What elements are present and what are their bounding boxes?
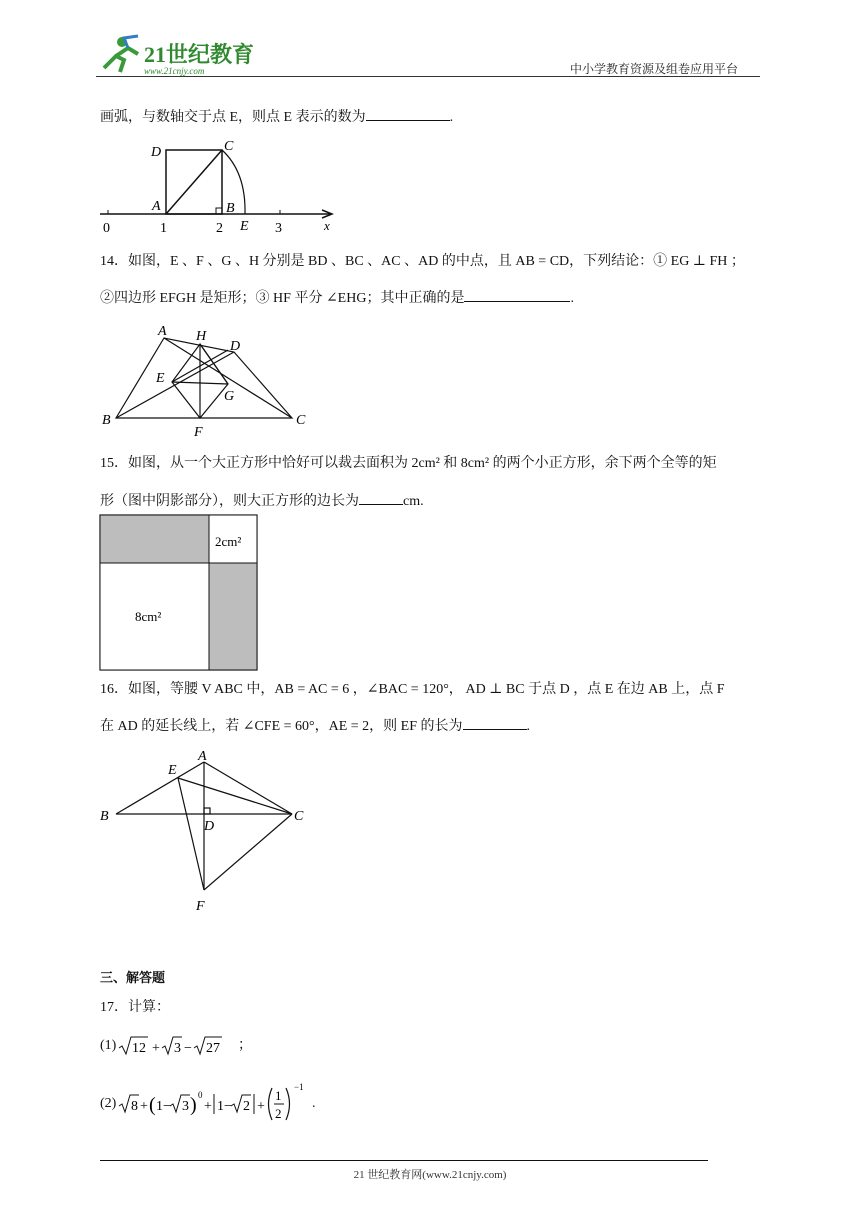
q14-line2: ②四边形 EFGH 是矩形；③ HF 平分 ∠EHG；其中正确的是 <box>100 291 465 306</box>
q14-label-G: G <box>224 389 235 404</box>
svg-text:+: + <box>204 1099 212 1114</box>
q17-p1-end: ； <box>238 1038 252 1053</box>
svg-text:2: 2 <box>275 1106 282 1121</box>
header-divider <box>96 76 760 77</box>
q13-tick-1: 1 <box>160 221 167 236</box>
svg-text:): ) <box>190 1094 197 1116</box>
q16-line2: 在 AD 的延长线上，若 ∠CFE = 60°，AE = 2，则 EF 的长为 <box>100 719 463 734</box>
q14-end: . <box>570 291 574 306</box>
q14-label-C: C <box>296 413 306 428</box>
q14-label-D: D <box>230 339 241 354</box>
q13-tick-3: 3 <box>275 221 282 236</box>
q14-answer-blank[interactable] <box>464 287 570 302</box>
q13-label-E: E <box>240 219 249 234</box>
q17-p2-end: . <box>312 1096 316 1111</box>
svg-text:27: 27 <box>206 1041 220 1056</box>
q16-label-D: D <box>204 819 215 834</box>
svg-text:−1: −1 <box>294 1082 304 1092</box>
q13-text: 画弧，与数轴交于点 E，则点 E 表示的数为 <box>100 110 366 125</box>
q13-label-B: B <box>226 201 235 216</box>
q15-line1: 15．如图，从一个大正方形中恰好可以裁去面积为 2cm² 和 8cm² 的两个小正方形，余下两个全等的矩 <box>100 456 717 471</box>
svg-text:8: 8 <box>131 1099 138 1114</box>
q15-line2: 形（图中阴影部分），则大正方形的边长为 <box>100 494 359 509</box>
svg-text:1−: 1− <box>217 1099 232 1114</box>
q16-label-F: F <box>196 899 205 914</box>
logo-url: www.21cnjy.com <box>144 66 205 76</box>
q17-p2-expression <box>118 1082 318 1126</box>
runner-logo-icon <box>94 34 264 78</box>
q15-line2-wrap <box>100 490 424 512</box>
q15-answer-blank[interactable] <box>359 490 403 505</box>
q16-line1: 16．如图，等腰 V ABC 中，AB = AC = 6 ，∠BAC = 120°， AD ⊥ BC 于点 D ，点 E 在边 AB 上，点 F <box>100 682 725 697</box>
q15-squares-figure <box>99 514 259 672</box>
svg-text:(: ( <box>149 1094 156 1116</box>
svg-text:3: 3 <box>174 1041 181 1056</box>
q13-end: . <box>449 110 454 125</box>
svg-text:3: 3 <box>182 1099 189 1114</box>
q13-label-A: A <box>152 199 161 214</box>
q13-tick-2: 2 <box>216 221 223 236</box>
section3-title: 三、解答题 <box>100 970 166 985</box>
svg-text:0: 0 <box>198 1090 203 1100</box>
q16-line2-wrap <box>100 715 530 737</box>
q13-tick-0: 0 <box>103 221 110 236</box>
q13-text-line <box>100 106 453 128</box>
q17-p1-label: (1) <box>100 1038 117 1053</box>
svg-text:2: 2 <box>243 1099 250 1114</box>
logo-text: 21世纪教育 <box>144 42 255 67</box>
q14-label-H: H <box>196 329 207 344</box>
svg-text:1: 1 <box>275 1088 282 1103</box>
q16-answer-blank[interactable] <box>463 715 527 730</box>
q14-label-A: A <box>158 324 167 339</box>
q16-label-B: B <box>100 809 109 824</box>
q15-big-square-label: 8cm² <box>135 609 162 624</box>
q16-label-E: E <box>168 763 177 778</box>
q16-end: . <box>526 719 531 734</box>
q14-label-E: E <box>156 371 165 386</box>
q13-answer-blank[interactable] <box>366 106 450 121</box>
svg-text:+: + <box>140 1099 148 1114</box>
svg-text:12: 12 <box>132 1041 146 1056</box>
q13-label-x: x <box>324 218 330 233</box>
svg-text:+: + <box>152 1041 160 1056</box>
q16-label-A: A <box>198 749 207 764</box>
q16-triangle-figure <box>96 744 316 916</box>
q14-label-B: B <box>102 413 111 428</box>
header-platform-text: 中小学教育资源及组卷应用平台 <box>570 62 739 76</box>
svg-text:+: + <box>257 1099 265 1114</box>
q17-p1-expression <box>118 1034 238 1058</box>
q17-p2-label: (2) <box>100 1096 117 1111</box>
q14-label-F: F <box>194 425 203 440</box>
q13-label-C: C <box>224 139 234 154</box>
footer-divider <box>100 1160 708 1161</box>
q14-line2-wrap <box>100 287 574 309</box>
svg-text:−: − <box>184 1041 192 1056</box>
q13-label-D: D <box>151 145 162 160</box>
q14-line1: 14．如图，E 、F 、G 、H 分别是 BD 、BC 、AC 、AD 的中点，且 AB = CD，下列结论：① EG ⊥ FH ； <box>100 254 745 269</box>
q16-label-C: C <box>294 809 304 824</box>
q17-title: 17．计算： <box>100 1000 170 1015</box>
svg-text:1−: 1− <box>156 1099 171 1114</box>
footer-text[interactable]: 21 世纪教育网(www.21cnjy.com) <box>353 1169 507 1181</box>
q13-number-line-figure <box>96 136 340 236</box>
q15-unit: cm. <box>403 494 424 509</box>
q14-quadrilateral-figure <box>96 318 326 440</box>
q15-small-square-label: 2cm² <box>215 534 242 549</box>
